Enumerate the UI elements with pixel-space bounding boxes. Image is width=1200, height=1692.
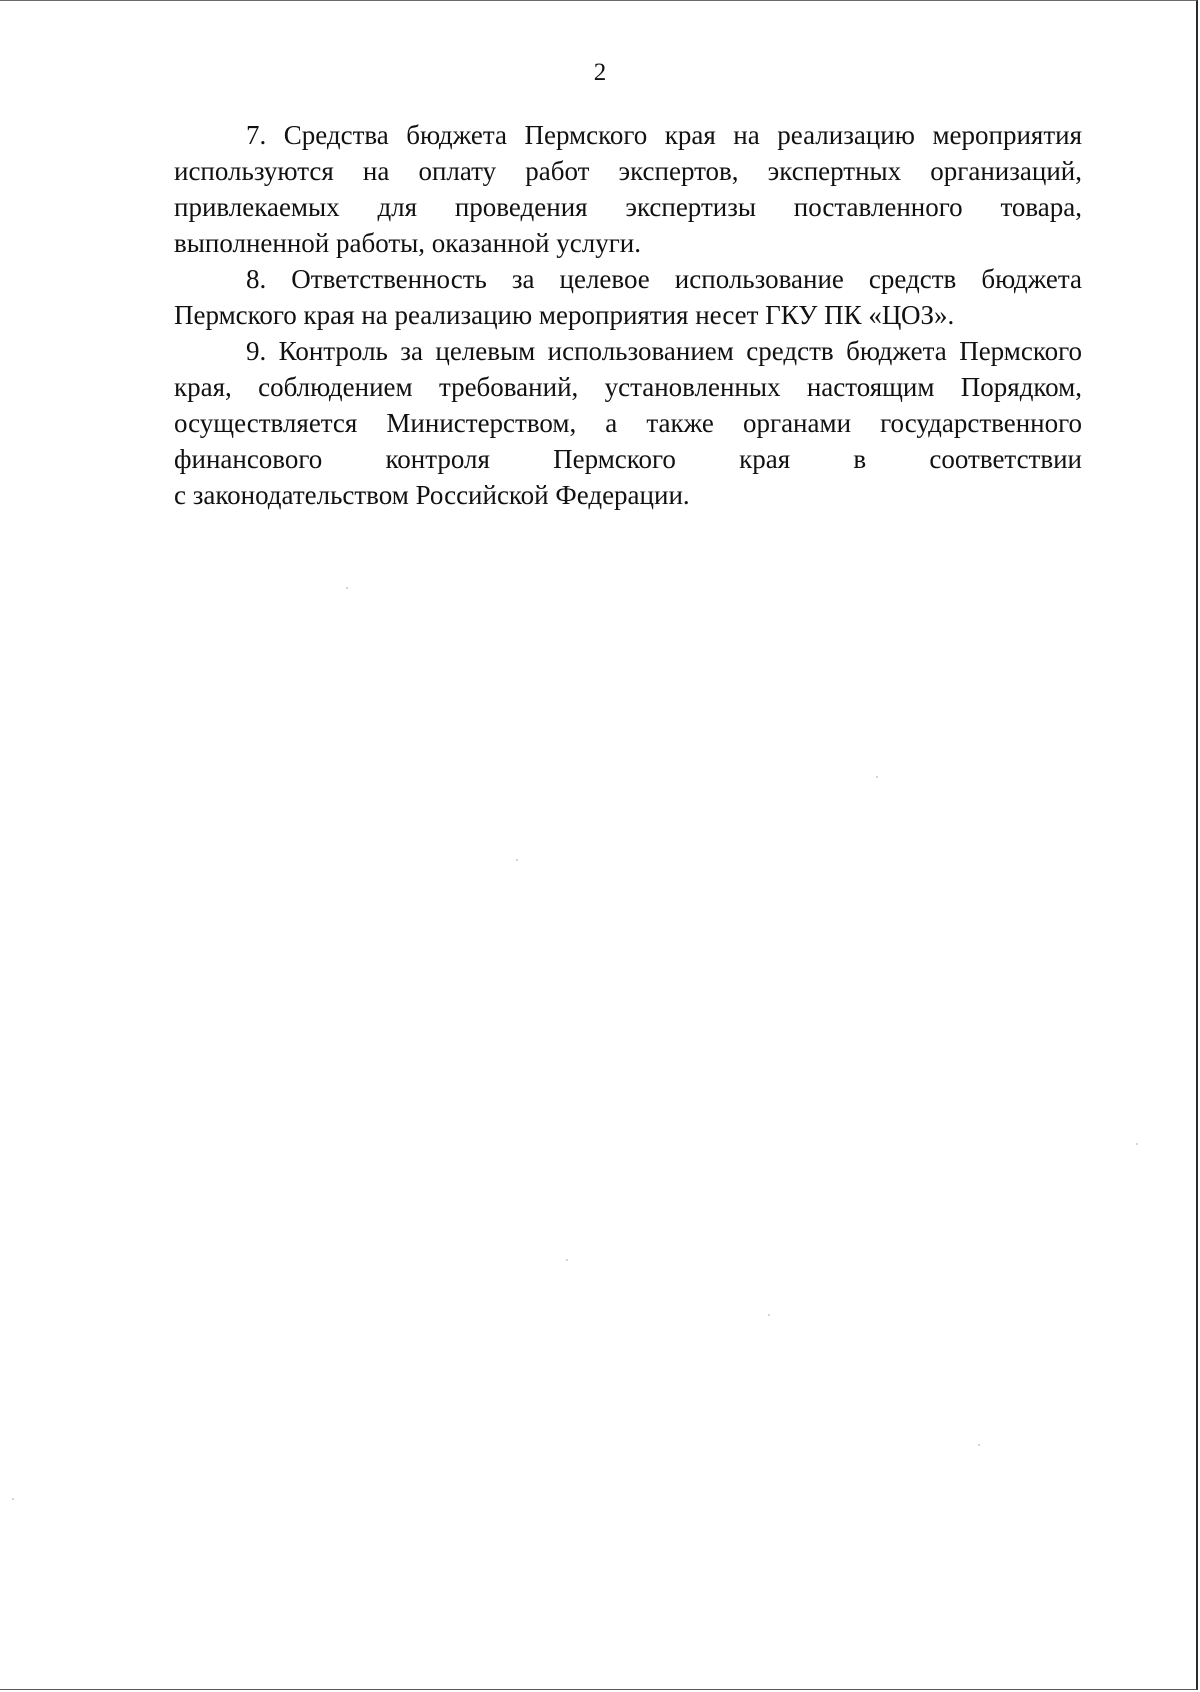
- scan-speck: [768, 1314, 770, 1316]
- page-number: 2: [593, 59, 607, 86]
- scan-speck: [1136, 1143, 1138, 1145]
- scan-speck: [876, 776, 878, 778]
- text-line: выполненной работы, оказанной услуги.: [174, 228, 641, 258]
- text-line: 7. Средства бюджета Пермского края на реализацию мероприятия: [246, 120, 1082, 150]
- scan-speck: [978, 1444, 980, 1446]
- text-line: финансового контроля Пермского края в соответствии: [174, 444, 1082, 474]
- paragraph-7: [174, 117, 1082, 261]
- paragraph-8: [174, 261, 1082, 333]
- paragraph-9: [174, 333, 1082, 513]
- text-line: осуществляется Министерством, а также органами государственного: [174, 408, 1082, 438]
- text-line: Пермского края на реализацию мероприятия несет ГКУ ПК «ЦОЗ».: [174, 300, 955, 330]
- text-line: 8. Ответственность за целевое использование средств бюджета: [246, 264, 1082, 294]
- text-line: 9. Контроль за целевым использованием средств бюджета Пермского: [246, 336, 1082, 366]
- scan-speck: [12, 1498, 14, 1500]
- text-line: края, соблюдением требований, установленных настоящим Порядком,: [174, 372, 1082, 402]
- text-line: с законодательством Российской Федерации.: [174, 480, 690, 510]
- scan-speck: [346, 587, 348, 589]
- text-line: используются на оплату работ экспертов, экспертных организаций,: [174, 156, 1082, 186]
- text-line: привлекаемых для проведения экспертизы поставленного товара,: [174, 192, 1082, 222]
- document-body: [174, 117, 1082, 513]
- scan-speck: [516, 859, 518, 861]
- scan-speck: [566, 1259, 568, 1261]
